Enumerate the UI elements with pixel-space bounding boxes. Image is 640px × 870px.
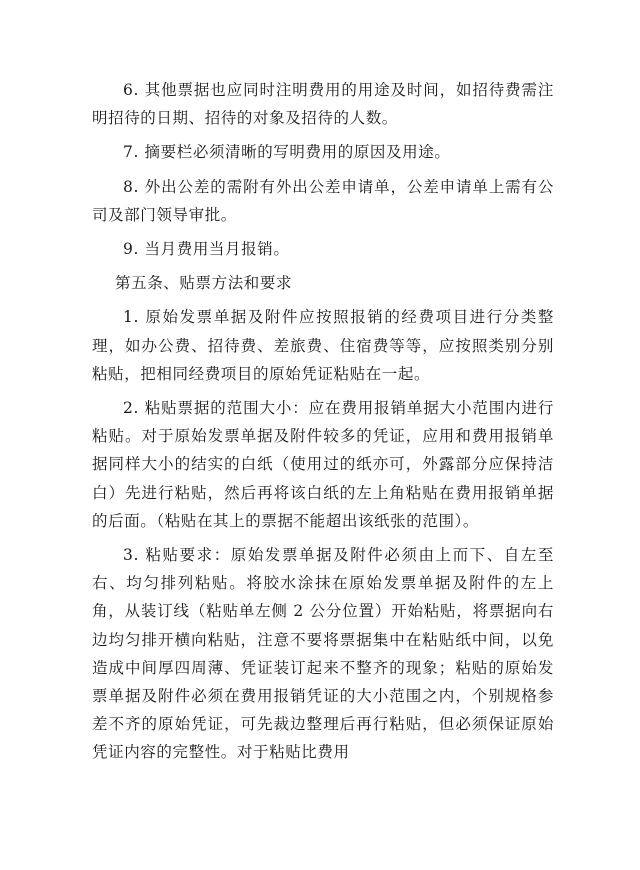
document-body	[92, 76, 554, 773]
list-item: 7. 摘要栏必须清晰的写明费用的原因及用途。	[123, 143, 451, 162]
list-item: 1. 原始发票单据及附件应按照报销的经费项目进行分类整理，如办公费、招待费、差旅费、住宿费等等，应按照类别分别粘贴，把相同经费项目的原始凭证粘贴在一起。	[92, 308, 554, 383]
list-item: 9. 当月费用当月报销。	[123, 240, 290, 259]
list-item: 3. 粘贴要求：原始发票单据及附件必须由上而下、自左至右、均匀排列粘贴。将胶水涂抹在原始发票单据及附件的左上角，从装订线（粘贴单左侧 2 公分位置）开始粘贴，将票据向右边均匀排开横向粘贴，注意不要将票据集中在粘贴纸中间，以免造成中间厚四周薄、凭证装订起来不整齐的现象；粘贴的原始发票单据及附件必须在费用报销凭证的大小范围之内，个别规格参差不齐的原始凭证，可先裁边整理后再行粘贴，但必须保证原始凭证内容的完整性。对于粘贴比费用	[92, 546, 554, 762]
section-heading: 第五条、贴票方法和要求	[115, 274, 293, 293]
list-item: 8. 外出公差的需附有外出公差申请单，公差申请单上需有公司及部门领导审批。	[92, 177, 554, 224]
list-item: 2. 粘贴票据的范围大小：应在费用报销单据大小范围内进行粘贴。对于原始发票单据及附件较多的凭证，应用和费用报销单据同样大小的结实的白纸（使用过的纸亦可，外露部分应保持洁白）先进行粘贴，然后再将该白纸的左上角粘贴在费用报销单据的后面。（粘贴在其上的票据不能超出该纸张的范围）。	[92, 399, 554, 530]
list-item: 6. 其他票据也应同时注明费用的用途及时间，如招待费需注明招待的日期、招待的对象及招待的人数。	[92, 81, 554, 128]
